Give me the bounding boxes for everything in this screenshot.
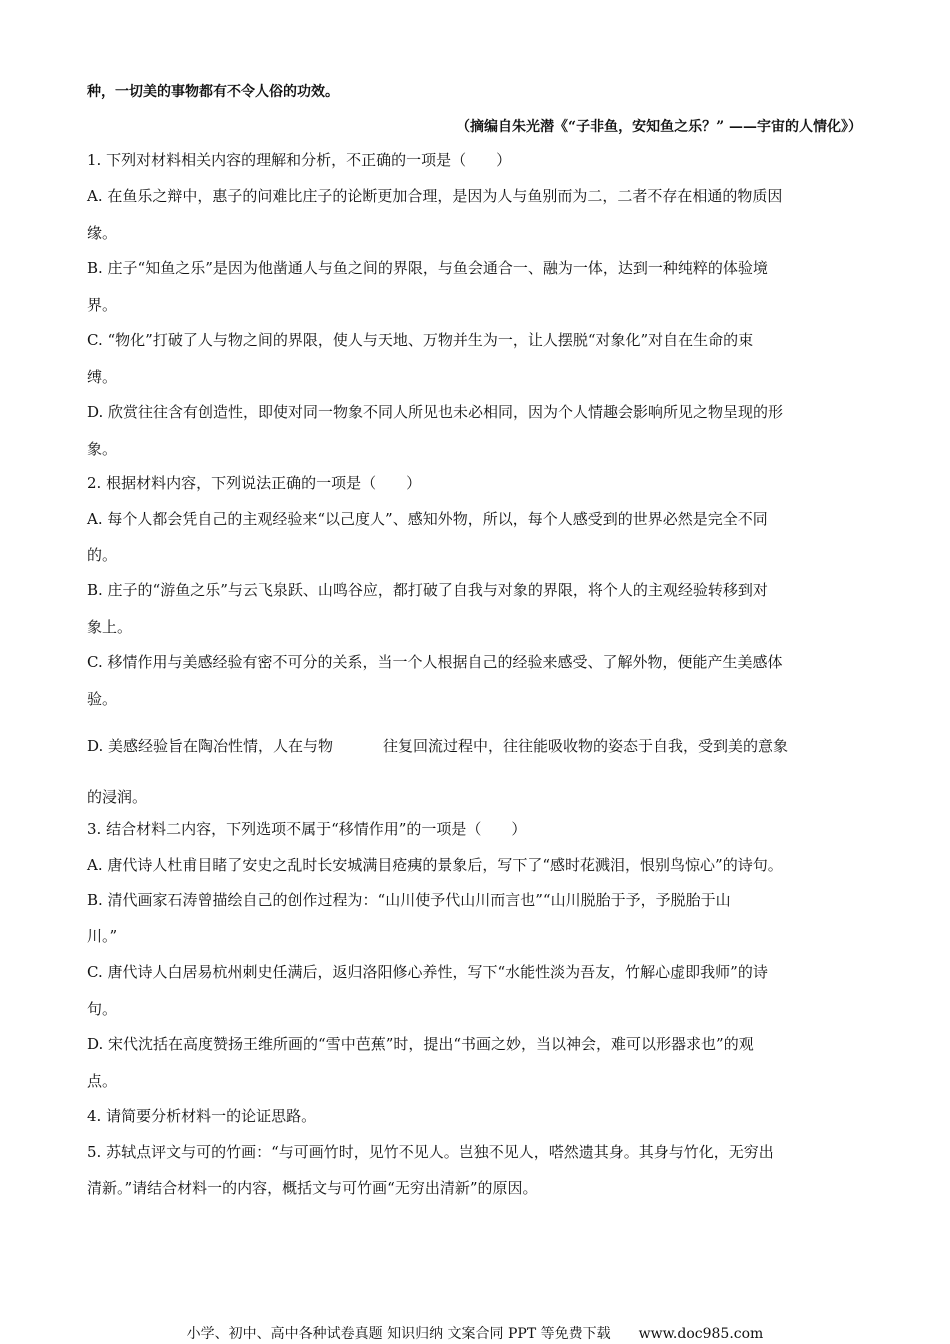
q3-option-a: A. 唐代诗人杜甫目睹了安史之乱时长安城满目疮痍的景象后，写下了“感时花溅泪，恨别鸟惊心”的诗句。 [87,856,783,874]
q3-option-b: B. 清代画家石涛曾描绘自己的创作过程为：“山川使予代山川而言也”“山川脱胎于予，予脱胎于山 [87,891,731,909]
q2-option-a-cont: 的。 [87,546,118,564]
q3-option-b-cont: 川。” [87,927,118,945]
q2-option-d [87,736,880,756]
q1-option-d-cont: 象。 [87,440,118,458]
q2-option-c-cont: 验。 [87,690,118,708]
q3-option-d-cont: 点。 [87,1072,118,1090]
q2-option-a: A. 每个人都会凭自己的主观经验来“以己度人”、感知外物，所以，每个人感受到的世界必然是完全不同 [87,510,768,528]
q2-option-b: B. 庄子的“游鱼之乐”与云飞泉跃、山鸣谷应，都打破了自我与对象的界限，将个人的主观经验转移到对 [87,581,768,599]
q1-option-a: A. 在鱼乐之辩中，惠子的问难比庄子的论断更加合理，是因为人与鱼别而为二，二者不存在相通的物质因 [87,187,783,205]
q3-option-c: C. 唐代诗人白居易杭州刺史任满后，返归洛阳修心养性，写下“水能性淡为吾友，竹解心虚即我师”的诗 [87,963,768,981]
q2-option-b-cont: 象上。 [87,618,133,636]
q1-option-b: B. 庄子“知鱼之乐”是因为他凿通人与鱼之间的界限，与鱼会通合一、融为一体，达到一种纯粹的体验境 [87,259,768,277]
question-4-stem: 4. 请简要分析材料一的论证思路。 [87,1107,317,1125]
q3-option-c-cont: 句。 [87,1000,118,1018]
question-3-stem: 3. 结合材料二内容，下列选项不属于“移情作用”的一项是（ ） [87,820,527,838]
q3-option-d: D. 宋代沈括在高度赞扬王维所画的“雪中芭蕉”时，提出“书画之妙，当以神会，难可以形器求也”的观 [87,1035,754,1053]
q2-option-d-part1: D. 美感经验旨在陶冶性情，人在与物 [87,737,334,755]
question-1-stem: 1. 下列对材料相关内容的理解和分析，不正确的一项是（ ） [87,151,512,169]
continuation-line: 种，一切美的事物都有不令人俗的功效。 [87,84,339,100]
question-5-stem-cont: 清新。”请结合材料一的内容，概括文与可竹画“无穷出清新”的原因。 [87,1179,538,1197]
source-citation: （摘编自朱光潜《“子非鱼，安知鱼之乐？” ——宇宙的人情化》） [456,119,862,135]
q1-option-c: C. “物化”打破了人与物之间的界限，使人与天地、万物并生为一，让人摆脱“对象化”对自在生命的束 [87,331,754,349]
q2-option-d-cont: 的浸润。 [87,788,148,806]
question-5-stem: 5. 苏轼点评文与可的竹画：“与可画竹时，见竹不见人。岂独不见人，嗒然遗其身。其身与竹化，无穷出 [87,1143,774,1161]
q1-option-b-cont: 界。 [87,296,118,314]
q2-option-c: C. 移情作用与美感经验有密不可分的关系，当一个人根据自己的经验来感受、了解外物，便能产生美感体 [87,653,783,671]
q1-option-c-cont: 缚。 [87,368,118,386]
q1-option-a-cont: 缘。 [87,224,118,242]
q1-option-d: D. 欣赏往往含有创造性，即使对同一物象不同人所见也未必相同，因为个人情趣会影响所见之物呈现的形 [87,403,784,421]
q2-option-d-part2: 往复回流过程中，往往能吸收物的姿态于自我，受到美的意象 [383,737,789,755]
question-2-stem: 2. 根据材料内容，下列说法正确的一项是（ ） [87,474,422,492]
page-footer: 小学、初中、高中各种试卷真题 知识归纳 文案合同 PPT 等免费下载 www.doc985.com [186,1326,764,1342]
